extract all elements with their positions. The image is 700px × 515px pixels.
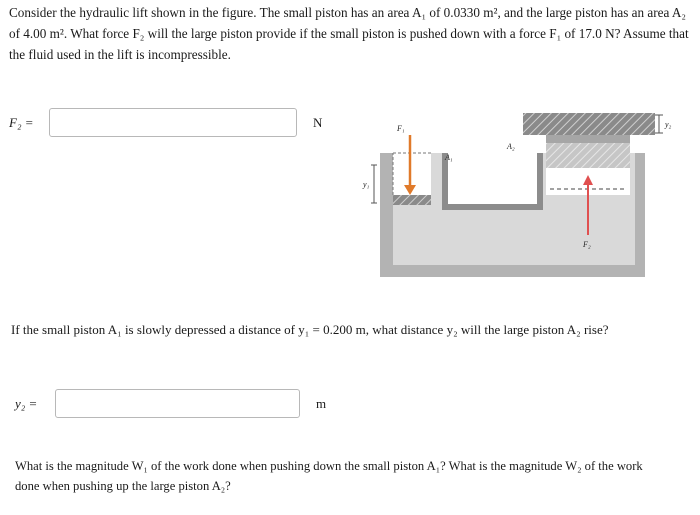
f2-input[interactable] xyxy=(49,108,297,137)
y2-input[interactable] xyxy=(55,389,300,418)
inner-divider-block xyxy=(445,153,540,207)
small-piston xyxy=(393,195,431,205)
f2-label: F₂ = xyxy=(9,114,34,130)
y1-label: y₁ xyxy=(363,180,370,189)
f2-label: F₂ xyxy=(583,240,591,249)
large-piston-platform xyxy=(523,113,655,135)
problem-statement: Consider the hydraulic lift shown in the figure. The small piston has an area A₁ of 0.0330 m², and the large piston has an area A₂ of 4.00 m². What force F₂ will the large piston provide if the small piston is pushed down with a force F₁ of 17.0 N? Assume that the fluid used in the lift is incompressible. xyxy=(9,5,689,62)
a1-label: A₁ xyxy=(445,153,453,162)
question-2: If the small piston A₁ is slowly depressed a distance of y₁ = 0.200 m, what distance y₂ will the large piston A₂ rise? xyxy=(11,322,609,337)
answer-row-y2 xyxy=(15,389,326,418)
large-piston-displaced xyxy=(546,140,630,168)
y2-unit: m xyxy=(316,395,327,411)
large-piston-rod xyxy=(546,135,630,143)
f2-unit: N xyxy=(313,114,323,130)
y2-label: y₂ xyxy=(665,120,672,129)
f1-label: F₁ xyxy=(397,124,405,133)
answer-row-f2 xyxy=(9,108,322,137)
question-3: What is the magnitude W₁ of the work done when pushing down the small piston A₁? What is the magnitude W₂ of the work done when pushing up the large piston A₂? xyxy=(15,459,643,493)
a2-label: A₂ xyxy=(507,142,515,151)
hydraulic-lift-diagram xyxy=(355,105,680,285)
y2-label: y₂ = xyxy=(15,395,38,411)
